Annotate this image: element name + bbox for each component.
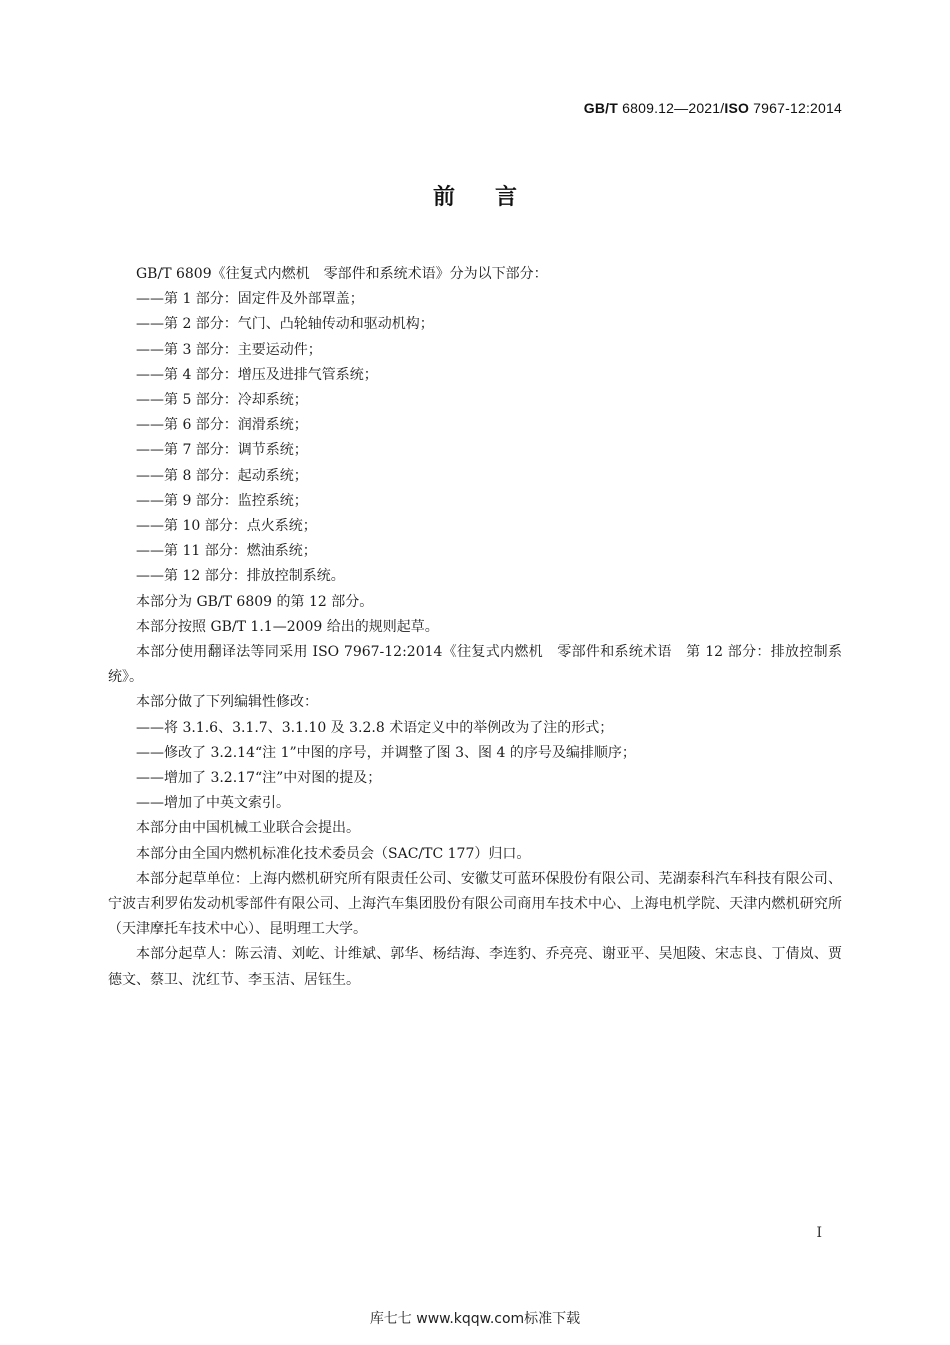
list-item: ——增加了中英文索引。 <box>136 795 290 812</box>
list-item: ——第 2 部分：气门、凸轮轴传动和驱动机构； <box>136 316 434 333</box>
body-paragraph: 本部分由全国内燃机标准化技术委员会（SAC/TC 177）归口。 <box>136 845 531 862</box>
body-paragraph: 本部分起草人：陈云清、刘屹、计维斌、郭华、杨结海、李连豹、乔亮亮、谢亚平、吴旭陵、宋志良、丁倩岚、贾德文、蔡卫、沈红节、李玉洁、居钰生。 <box>108 946 842 988</box>
iso-code-number: 7967-12:2014 <box>749 100 842 116</box>
page-number: I <box>816 1225 822 1241</box>
body-paragraph: 本部分起草单位：上海内燃机研究所有限责任公司、安徽艾可蓝环保股份有限公司、芜湖泰科汽车科技有限公司、宁波吉利罗佑发动机零部件有限公司、上海汽车集团股份有限公司商用车技术中心、上海电机学院、天津内燃机研究所（天津摩托车技术中心）、昆明理工大学。 <box>108 870 842 938</box>
standard-code-header <box>584 100 842 116</box>
body-paragraph: 本部分使用翻译法等同采用 ISO 7967-12:2014《往复式内燃机 零部件和系统术语 第 12 部分：排放控制系统》。 <box>108 644 842 686</box>
body-paragraph: 本部分做了下列编辑性修改： <box>136 694 318 711</box>
intro-paragraph: GB/T 6809《往复式内燃机 零部件和系统术语》分为以下部分： <box>136 266 548 282</box>
list-item: ——修改了 3.2.14“注 1”中图的序号，并调整了图 3、图 4 的序号及编排顺序； <box>136 744 636 761</box>
iso-prefix: ISO <box>724 100 750 116</box>
list-item: ——第 3 部分：主要运动件； <box>136 341 322 358</box>
footer-watermark: 库七七 www.kqqw.com标准下载 <box>369 1311 581 1327</box>
list-item: ——第 9 部分：监控系统； <box>136 492 308 509</box>
list-item: ——将 3.1.6、3.1.7、3.1.10 及 3.2.8 术语定义中的举例改为了注的形式； <box>136 719 614 736</box>
std-code-prefix: GB/T <box>583 100 619 116</box>
document-body <box>108 262 842 993</box>
list-item: ——第 6 部分：润滑系统； <box>136 417 308 434</box>
page-title: 前言 <box>432 185 557 210</box>
list-item: ——第 5 部分：冷却系统； <box>136 392 308 409</box>
list-item: ——第 10 部分：点火系统； <box>136 518 317 535</box>
list-item: ——第 7 部分：调节系统； <box>136 442 308 459</box>
std-code-number: 6809.12—2021/ <box>618 100 725 116</box>
body-paragraph: 本部分按照 GB/T 1.1—2009 给出的规则起草。 <box>136 618 439 635</box>
list-item: ——第 4 部分：增压及进排气管系统； <box>136 366 378 383</box>
list-item: ——第 8 部分：起动系统； <box>136 467 308 484</box>
body-paragraph: 本部分为 GB/T 6809 的第 12 部分。 <box>136 593 374 610</box>
body-paragraph: 本部分由中国机械工业联合会提出。 <box>136 820 360 837</box>
list-item: ——第 1 部分：固定件及外部罩盖； <box>136 291 364 308</box>
list-item: ——第 12 部分：排放控制系统。 <box>136 568 345 585</box>
list-item: ——第 11 部分：燃油系统； <box>136 543 317 560</box>
list-item: ——增加了 3.2.17“注”中对图的提及； <box>136 770 382 787</box>
